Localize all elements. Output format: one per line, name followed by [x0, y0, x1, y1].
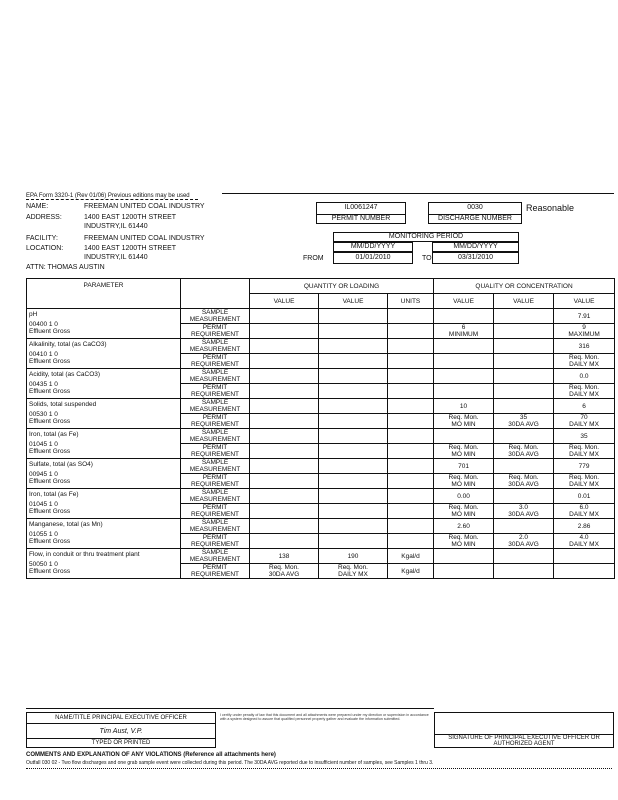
sample-value-cell [319, 519, 388, 534]
form-note: EPA Form 3320-1 (Rev 01/06) Previous editions may be used [26, 193, 190, 199]
sample-value-cell [434, 369, 494, 384]
monitoring-title-box [333, 232, 519, 242]
permit-statistic: DAILY MX [569, 361, 599, 368]
table-row [27, 459, 615, 474]
monitoring-location: Effluent Gross [29, 538, 71, 545]
sample-value-cell [319, 459, 388, 474]
permit-limit: 6 [461, 324, 466, 331]
permit-limit: Req. Mon. [448, 444, 479, 451]
permit-requirement-label: PERMIT REQUIREMENT [181, 474, 250, 489]
permit-value-cell [319, 354, 388, 369]
permit-statistic: MO MIN [451, 511, 476, 518]
value-header: VALUE [250, 294, 319, 309]
table-row [27, 369, 615, 384]
value-header: VALUE [554, 294, 615, 309]
sample-value-cell [494, 489, 554, 504]
monitoring-location: Effluent Gross [29, 568, 71, 575]
parameter-code: 01045 1 0 [29, 441, 58, 448]
parameter-name: pH [29, 311, 38, 318]
certification-text: I certify under penalty of law that this document and all attachments were prepared under my direction or supervision in accordance with a system designed to assure that qualified personnel properly gather and evaluate the information submitted. [220, 713, 429, 722]
permit-requirement-label: PERMIT REQUIREMENT [181, 414, 250, 429]
parameter-cell [27, 489, 181, 519]
sample-value-cell [319, 429, 388, 444]
sample-value-cell [434, 549, 494, 564]
address-line1: 1400 EAST 1200TH STREET [84, 214, 177, 221]
sample-value-cell: 7.91 [554, 309, 615, 324]
officer-label: NAME/TITLE PRINCIPAL EXECUTIVE OFFICER [55, 715, 187, 721]
permit-limit: Req. Mon. [448, 504, 479, 511]
parameter-code: 00945 1 0 [29, 471, 58, 478]
signature-box [434, 712, 614, 748]
permit-limit: Req. Mon. [508, 444, 539, 451]
sample-value-cell [319, 369, 388, 384]
parameter-name: Iron, total (as Fe) [29, 431, 79, 438]
permit-limit: 2.0 [519, 534, 529, 541]
sample-value-cell [388, 399, 434, 414]
permit-value-cell [494, 354, 554, 369]
permit-value-cell [554, 324, 615, 339]
sample-value-cell: Kgal/d [388, 549, 434, 564]
permit-value-cell [494, 444, 554, 459]
address-line2: INDUSTRY,IL 61440 [84, 223, 148, 230]
permit-limit: Req. Mon. [569, 444, 600, 451]
permit-requirement-label: PERMIT REQUIREMENT [181, 564, 250, 579]
sample-value-cell [434, 429, 494, 444]
monitoring-location: Effluent Gross [29, 418, 71, 425]
permit-limit: Req. Mon. [569, 384, 600, 391]
discharge-type: Reasonable [526, 203, 575, 213]
permit-statistic: MAXIMUM [568, 331, 600, 338]
permit-value-cell [554, 354, 615, 369]
permit-limit: Req. Mon. [269, 564, 299, 571]
permit-number-box [316, 202, 406, 224]
permit-limit: 70 [580, 414, 588, 421]
permit-statistic: 30DA AVG [508, 421, 539, 428]
permit-value-cell [388, 504, 434, 519]
permit-statistic: MO MIN [451, 451, 476, 458]
permit-statistic: DAILY MX [338, 571, 368, 578]
parameter-cell [27, 459, 181, 489]
sample-value-cell [388, 309, 434, 324]
permit-number-value: IL0061247 [344, 204, 378, 211]
parameter-code: 01045 1 0 [29, 501, 58, 508]
permit-limit: Req. Mon. [508, 474, 539, 481]
sample-value-cell [250, 369, 319, 384]
sample-value-cell [494, 399, 554, 414]
permit-limit: Req. Mon. [569, 354, 600, 361]
discharge-number-box [428, 202, 522, 224]
name-label: NAME: [26, 203, 49, 210]
to-col-label: MM/DD/YYYY [453, 243, 498, 250]
sample-value-cell: 138 [250, 549, 319, 564]
parameter-name: Alkalinity, total (as CaCO3) [29, 341, 107, 348]
permit-value-cell [388, 474, 434, 489]
sample-value-cell [388, 429, 434, 444]
permit-value-cell [554, 384, 615, 399]
permit-value-cell [388, 564, 434, 579]
table-body [27, 309, 615, 579]
permit-limit: 4.0 [579, 534, 589, 541]
parameter-name: Iron, total (as Fe) [29, 491, 79, 498]
parameter-code: 00435 1 0 [29, 381, 58, 388]
location-label: LOCATION: [26, 245, 64, 252]
sample-value-cell [388, 489, 434, 504]
from-value-box [333, 252, 413, 264]
sample-value-cell [388, 519, 434, 534]
sample-measurement-label: SAMPLE MEASUREMENT [181, 489, 250, 504]
parameter-cell [27, 309, 181, 339]
permit-value-cell [434, 414, 494, 429]
comments-label: COMMENTS AND EXPLANATION OF ANY VIOLATIONS (Reference all attachments here) [26, 752, 276, 758]
permit-value-cell [250, 474, 319, 489]
permit-value-cell [434, 384, 494, 399]
from-header-box [333, 242, 413, 252]
sample-measurement-label: SAMPLE MEASUREMENT [181, 339, 250, 354]
officer-box [26, 712, 216, 748]
permit-statistic: DAILY MX [569, 481, 599, 488]
permit-value-cell [434, 354, 494, 369]
parameter-code: 50050 1 0 [29, 561, 58, 568]
permit-value-cell [250, 354, 319, 369]
sample-value-cell [319, 489, 388, 504]
sample-measurement-label: SAMPLE MEASUREMENT [181, 369, 250, 384]
permit-requirement-label: PERMIT REQUIREMENT [181, 324, 250, 339]
sample-value-cell [388, 369, 434, 384]
sample-value-cell: 190 [319, 549, 388, 564]
parameter-cell [27, 399, 181, 429]
permit-value-cell [554, 504, 615, 519]
parameter-name: Acidity, total (as CaCO3) [29, 371, 101, 378]
divider [26, 768, 612, 769]
permit-limit: Req. Mon. [448, 414, 479, 421]
discharge-number-label: DISCHARGE NUMBER [438, 215, 512, 222]
monitoring-location: Effluent Gross [29, 328, 71, 335]
sample-value-cell [494, 519, 554, 534]
sample-value-cell [494, 369, 554, 384]
permit-value-cell [554, 414, 615, 429]
divider [27, 723, 215, 724]
sample-value-cell [494, 309, 554, 324]
table-row [27, 399, 615, 414]
quality-header: QUALITY OR CONCENTRATION [434, 279, 615, 294]
permit-statistic: MINIMUM [448, 331, 479, 338]
permit-value-cell [319, 564, 388, 579]
sample-value-cell [494, 549, 554, 564]
sample-value-cell [250, 339, 319, 354]
to-label: TO [422, 255, 432, 262]
permit-value-cell [250, 564, 319, 579]
sample-value-cell [434, 309, 494, 324]
sample-value-cell: 6 [554, 399, 615, 414]
permit-statistic: 30DA AVG [508, 541, 539, 548]
sample-value-cell: 0.01 [554, 489, 615, 504]
sample-value-cell [250, 309, 319, 324]
table-row [27, 549, 615, 564]
permit-value-cell [554, 474, 615, 489]
permit-value-cell [388, 384, 434, 399]
permit-value-cell [250, 444, 319, 459]
to-value: 03/31/2010 [457, 254, 494, 261]
table-row [27, 519, 615, 534]
permit-limit: Req. Mon. [569, 474, 600, 481]
parameter-name: Sulfate, total (as SO4) [29, 461, 93, 468]
units-header: UNITS [388, 294, 434, 309]
permit-statistic: DAILY MX [569, 451, 599, 458]
permit-value-cell [494, 414, 554, 429]
permit-requirement-label: PERMIT REQUIREMENT [181, 384, 250, 399]
permit-limit: 35 [519, 414, 528, 421]
permit-statistic: MO MIN [451, 421, 476, 428]
permit-value-cell [554, 534, 615, 549]
permit-value-cell [434, 474, 494, 489]
sample-measurement-label: SAMPLE MEASUREMENT [181, 309, 250, 324]
permit-value-cell [494, 324, 554, 339]
dmr-table [26, 278, 615, 579]
permit-number-label: PERMIT NUMBER [331, 215, 391, 222]
permit-limit: Req. Mon. [448, 534, 479, 541]
permit-limit: Req. Mon. [448, 474, 479, 481]
parameter-cell [27, 429, 181, 459]
name-value: FREEMAN UNITED COAL INDUSTRY [84, 203, 205, 210]
permit-value-cell [319, 414, 388, 429]
permit-limit: Kgal/d [401, 567, 420, 575]
permit-value-cell [250, 384, 319, 399]
sample-value-cell [319, 309, 388, 324]
address-label: ADDRESS: [26, 214, 62, 221]
sample-value-cell: 779 [554, 459, 615, 474]
from-col-label: MM/DD/YYYY [350, 243, 396, 250]
parameter-name: Manganese, total (as Mn) [29, 521, 103, 528]
sample-value-cell: 701 [434, 459, 494, 474]
sample-value-cell: 2.60 [434, 519, 494, 534]
divider [27, 738, 215, 739]
permit-value-cell [250, 504, 319, 519]
permit-statistic: 30DA AVG [508, 511, 539, 518]
sample-measurement-label: SAMPLE MEASUREMENT [181, 519, 250, 534]
to-value-box [432, 252, 519, 264]
permit-value-cell [388, 324, 434, 339]
sample-value-cell [554, 549, 615, 564]
sample-value-cell [250, 429, 319, 444]
location-line2: INDUSTRY,IL 61440 [84, 254, 148, 261]
parameter-code: 00410 1 0 [29, 351, 58, 358]
facility-value: FREEMAN UNITED COAL INDUSTRY [84, 235, 205, 242]
from-value: 01/01/2010 [355, 254, 391, 261]
parameter-code: 00530 1 0 [29, 411, 58, 418]
sample-value-cell: 10 [434, 399, 494, 414]
sample-value-cell [250, 399, 319, 414]
permit-statistic: DAILY MX [569, 541, 599, 548]
permit-value-cell [319, 504, 388, 519]
permit-value-cell [388, 354, 434, 369]
sample-measurement-label: SAMPLE MEASUREMENT [181, 429, 250, 444]
table-row [27, 309, 615, 324]
parameter-code: 00400 1 0 [29, 321, 58, 328]
parameter-name: Flow, in conduit or thru treatment plant [29, 551, 140, 558]
sample-value-cell: 35 [554, 429, 615, 444]
permit-requirement-label: PERMIT REQUIREMENT [181, 504, 250, 519]
divider [26, 708, 434, 709]
value-header: VALUE [434, 294, 494, 309]
permit-statistic: 30DA AVG [508, 451, 539, 458]
parameter-cell [27, 369, 181, 399]
permit-statistic: 30DA AVG [508, 481, 539, 488]
sample-value-cell [250, 459, 319, 474]
location-line1: 1400 EAST 1200TH STREET [84, 245, 177, 252]
value-header: VALUE [319, 294, 388, 309]
facility-label: FACILITY: [26, 235, 58, 242]
sample-value-cell [250, 489, 319, 504]
sample-value-cell [319, 399, 388, 414]
blank-header [181, 279, 250, 309]
permit-value-cell [494, 504, 554, 519]
sample-measurement-label: SAMPLE MEASUREMENT [181, 459, 250, 474]
officer-name: Tim Aust, V.P. [99, 728, 143, 735]
permit-value-cell [434, 504, 494, 519]
sample-value-cell [494, 339, 554, 354]
sample-value-cell [388, 459, 434, 474]
parameter-header: PARAMETER [27, 279, 181, 309]
permit-value-cell [250, 414, 319, 429]
permit-value-cell [250, 324, 319, 339]
sample-value-cell [250, 519, 319, 534]
parameter-cell [27, 339, 181, 369]
from-label: FROM [303, 255, 324, 262]
comments-text: Outfall 030 02 - Two flow discharges and one grab sample event were collected during this period. The 30DA AVG reported due to insufficient number of samples, see Samples 1 thru 3. [26, 760, 434, 766]
permit-value-cell [494, 534, 554, 549]
parameter-cell [27, 519, 181, 549]
permit-value-cell [554, 564, 615, 579]
monitoring-title: MONITORING PERIOD [388, 233, 464, 240]
permit-statistic: DAILY MX [569, 421, 599, 428]
permit-requirement-label: PERMIT REQUIREMENT [181, 534, 250, 549]
table-row [27, 429, 615, 444]
permit-statistic: MO MIN [451, 541, 476, 548]
permit-value-cell [434, 534, 494, 549]
permit-value-cell [494, 564, 554, 579]
table-row [27, 489, 615, 504]
sample-value-cell: 0.00 [434, 489, 494, 504]
sample-value-cell: 316 [554, 339, 615, 354]
attention-line: ATTN: THOMAS AUSTIN [26, 264, 105, 271]
permit-value-cell [434, 444, 494, 459]
permit-limit: 9 [582, 324, 586, 331]
sample-measurement-label: SAMPLE MEASUREMENT [181, 549, 250, 564]
permit-statistic: MO MIN [451, 481, 476, 488]
permit-value-cell [554, 444, 615, 459]
divider [26, 199, 198, 200]
permit-value-cell [319, 384, 388, 399]
typed-label: TYPED OR PRINTED [91, 740, 151, 746]
permit-requirement-label: PERMIT REQUIREMENT [181, 444, 250, 459]
divider [222, 193, 614, 194]
permit-value-cell [494, 474, 554, 489]
monitoring-location: Effluent Gross [29, 388, 71, 395]
permit-statistic: 30DA AVG [268, 571, 300, 578]
permit-value-cell [319, 474, 388, 489]
permit-value-cell [494, 384, 554, 399]
permit-statistic: DAILY MX [569, 391, 599, 398]
permit-value-cell [434, 564, 494, 579]
permit-limit: 3.0 [519, 504, 529, 511]
permit-value-cell [319, 444, 388, 459]
permit-value-cell [319, 324, 388, 339]
permit-value-cell [250, 534, 319, 549]
sample-value-cell [319, 339, 388, 354]
discharge-number-value: 0030 [467, 204, 483, 211]
permit-value-cell [319, 534, 388, 549]
sample-value-cell: 2.86 [554, 519, 615, 534]
permit-value-cell [388, 534, 434, 549]
table-row [27, 339, 615, 354]
permit-limit: 6.0 [579, 504, 589, 511]
parameter-name: Solids, total suspended [29, 401, 97, 408]
monitoring-location: Effluent Gross [29, 448, 71, 455]
sample-value-cell [434, 339, 494, 354]
monitoring-location: Effluent Gross [29, 358, 71, 365]
sample-value-cell [494, 459, 554, 474]
parameter-code: 01055 1 0 [29, 531, 58, 538]
permit-limit: Req. Mon. [338, 564, 368, 571]
sample-value-cell [494, 429, 554, 444]
signature-label: SIGNATURE OF PRINCIPAL EXECUTIVE OFFICER OR AUTHORIZED AGENT [448, 735, 600, 747]
to-header-box [432, 242, 519, 252]
permit-statistic: DAILY MX [569, 511, 599, 518]
permit-value-cell [434, 324, 494, 339]
sample-measurement-label: SAMPLE MEASUREMENT [181, 399, 250, 414]
monitoring-location: Effluent Gross [29, 478, 71, 485]
permit-value-cell [388, 414, 434, 429]
monitoring-location: Effluent Gross [29, 508, 71, 515]
sample-value-cell [388, 339, 434, 354]
permit-requirement-label: PERMIT REQUIREMENT [181, 354, 250, 369]
quantity-header: QUANTITY OR LOADING [250, 279, 434, 294]
parameter-cell [27, 549, 181, 579]
permit-value-cell [388, 444, 434, 459]
sample-value-cell: 0.0 [554, 369, 615, 384]
value-header: VALUE [494, 294, 554, 309]
